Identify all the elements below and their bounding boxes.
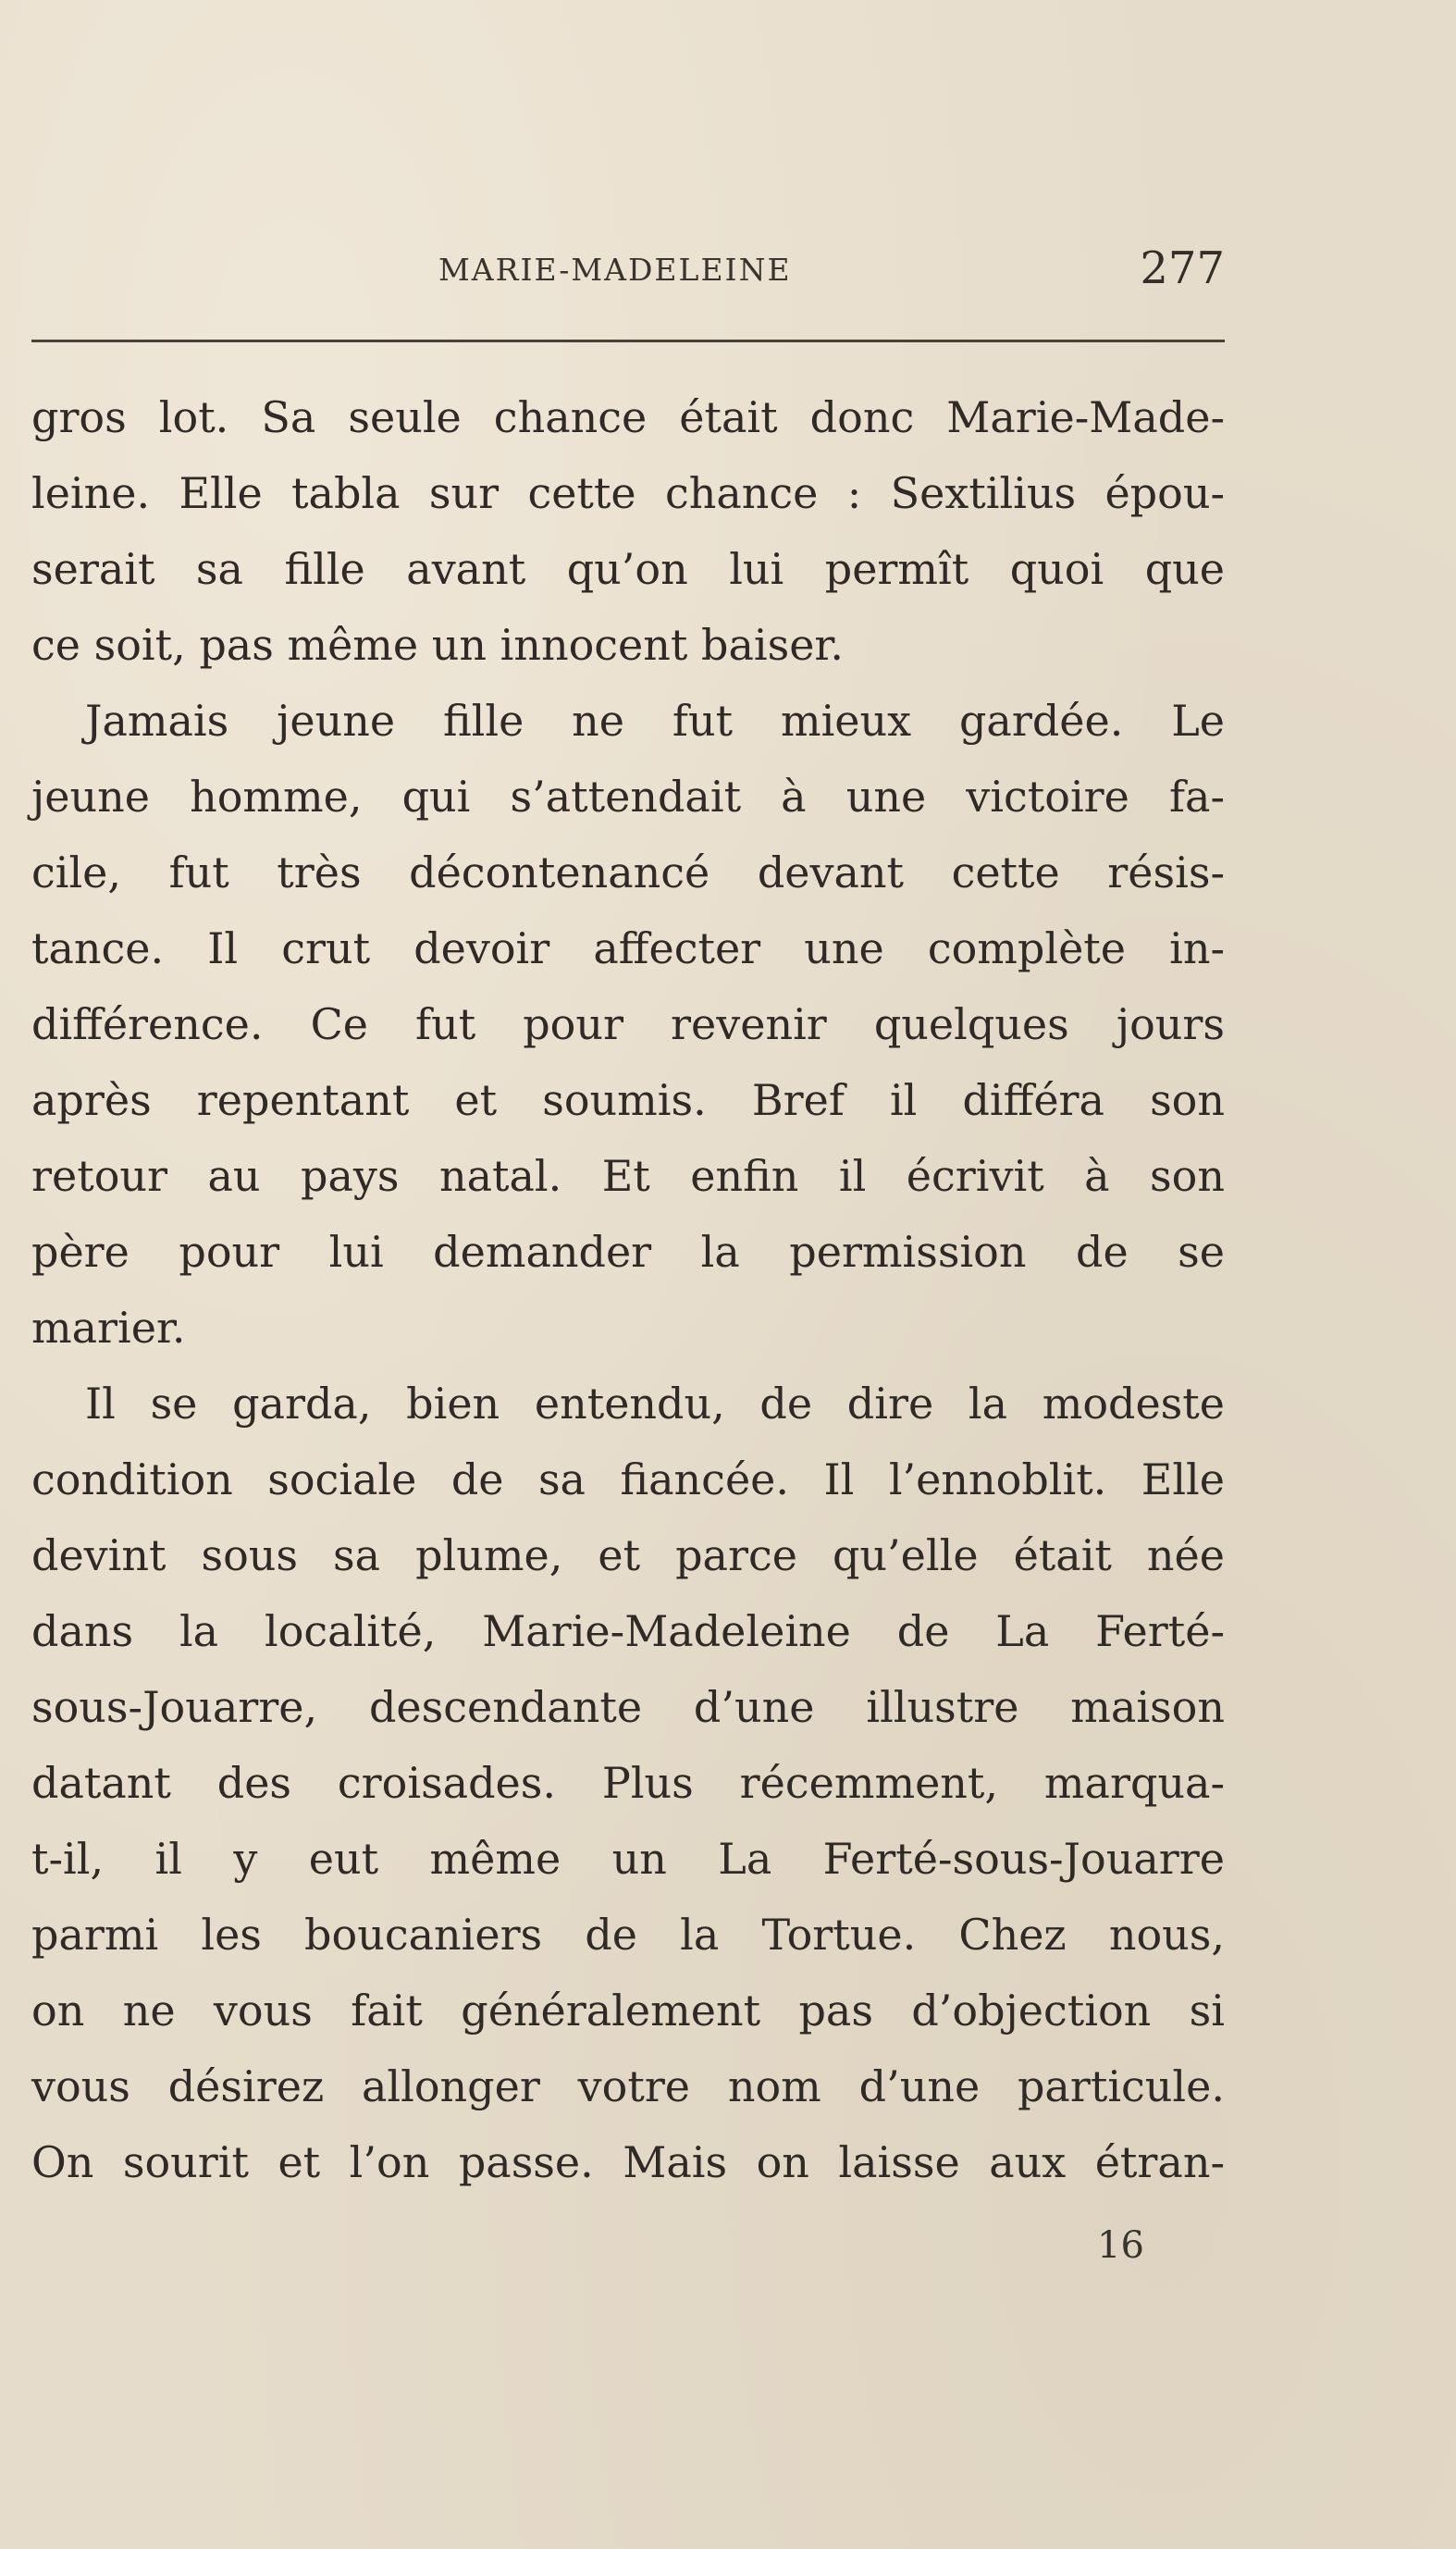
page-number: 277 (1140, 242, 1225, 294)
text-line: cile, fut très décontenancé devant cette résis- (31, 848, 1225, 897)
body-text (31, 379, 1225, 2200)
running-head (31, 242, 1225, 307)
text-line: tance. Il crut devoir affecter une complète in- (31, 923, 1225, 973)
text-line: marier. (31, 1303, 186, 1353)
text-line: gros lot. Sa seule chance était donc Marie-Made- (31, 392, 1225, 442)
text-line: parmi les boucaniers de la Tortue. Chez nous, (31, 1910, 1225, 1960)
text-line: t-il, il y eut même un La Ferté-sous-Jouarre (31, 1834, 1225, 1884)
text-line: serait sa fille avant qu’on lui permît quoi que (31, 544, 1225, 594)
text-line: dans la localité, Marie-Madeleine de La Ferté- (31, 1606, 1225, 1656)
text-line: on ne vous fait généralement pas d’objection si (31, 1986, 1225, 2035)
text-line: jeune homme, qui s’attendait à une victoire fa- (31, 772, 1225, 822)
text-line: père pour lui demander la permission de se (31, 1227, 1225, 1277)
text-line: condition sociale de sa fiancée. Il l’ennoblit. Elle (31, 1454, 1225, 1504)
text-line: après repentant et soumis. Bref il différa son (31, 1075, 1225, 1125)
text-line: différence. Ce fut pour revenir quelques jours (31, 999, 1225, 1049)
text-line: Il se garda, bien entendu, de dire la modeste (85, 1379, 1225, 1429)
text-line: On sourit et l’on passe. Mais on laisse aux étran- (31, 2137, 1225, 2187)
header-rule (31, 340, 1225, 342)
text-line: retour au pays natal. Et enfin il écrivit à son (31, 1151, 1225, 1201)
text-line: sous-Jouarre, descendante d’une illustre maison (31, 1682, 1225, 1732)
text-line: datant des croisades. Plus récemment, marqua- (31, 1758, 1225, 1808)
text-line: Jamais jeune fille ne fut mieux gardée. Le (85, 696, 1225, 746)
signature-mark: 16 (1097, 2224, 1144, 2267)
running-title: MARIE-MADELEINE (438, 252, 792, 288)
text-line: leine. Elle tabla sur cette chance : Sextilius épou- (31, 468, 1225, 518)
text-line: ce soit, pas même un innocent baiser. (31, 620, 844, 670)
text-line: vous désirez allonger votre nom d’une particule. (31, 2061, 1225, 2111)
text-line: devint sous sa plume, et parce qu’elle était née (31, 1530, 1225, 1580)
